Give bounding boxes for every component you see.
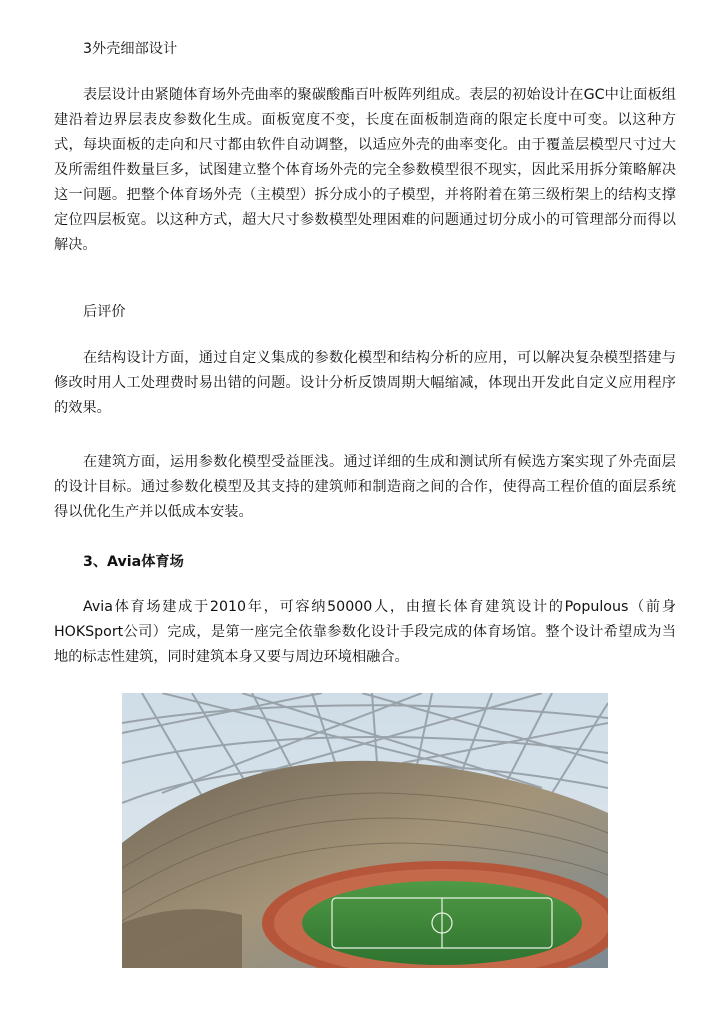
paragraph-avia-stadium: Avia体育场建成于2010年，可容纳50000人，由擅长体育建筑设计的Populous（前身HOKSport公司）完成，是第一座完全依靠参数化设计手段完成的体育场馆。整个设计希望成为当地的标志性建筑，同时建筑本身又要与周边环境相融合。 xyxy=(54,599,676,665)
paragraph-architecture: 在建筑方面，运用参数化模型受益匪浅。通过详细的生成和测试所有候选方案实现了外壳面层的设计目标。通过参数化模型及其支持的建筑师和制造商之间的合作，使得高工程价值的面层系统得以优化生产并以低成本安装。 xyxy=(54,454,676,520)
stadium-illustration xyxy=(122,693,608,968)
foreground-crowd xyxy=(122,909,242,968)
section-heading-shell-detail: 3外壳细部设计 xyxy=(83,41,178,57)
section-heading-avia-stadium: 3、Avia体育场 xyxy=(83,554,184,570)
paragraph-shell-detail: 表层设计由紧随体育场外壳曲率的聚碳酸酯百叶板阵列组成。表层的初始设计在GC中让面板组建沿着边界层表皮参数化生成。面板宽度不变，长度在面板制造商的限定长度中可变。以这种方式，每块面板的走向和尺寸都由软件自动调整，以适应外壳的曲率变化。由于覆盖层模型尺寸过大及所需组件数量巨多，试图建立整个体育场外壳的完全参数模型很不现实，因此采用拆分策略解决这一问题。把整个体育场外壳（主模型）拆分成小的子模型，并将附着在第三级桁架上的结构支撑定位四层板宽。以这种方式，超大尺寸参数模型处理困难的问题通过切分成小的可管理部分而得以解决。 xyxy=(54,87,676,253)
stadium-photo xyxy=(122,693,608,968)
paragraph-structural-design: 在结构设计方面，通过自定义集成的参数化模型和结构分析的应用，可以解决复杂模型搭建与修改时用人工处理费时易出错的问题。设计分析反馈周期大幅缩减，体现出开发此自定义应用程序的效果。 xyxy=(54,350,676,416)
section-heading-post-evaluation: 后评价 xyxy=(83,304,126,320)
